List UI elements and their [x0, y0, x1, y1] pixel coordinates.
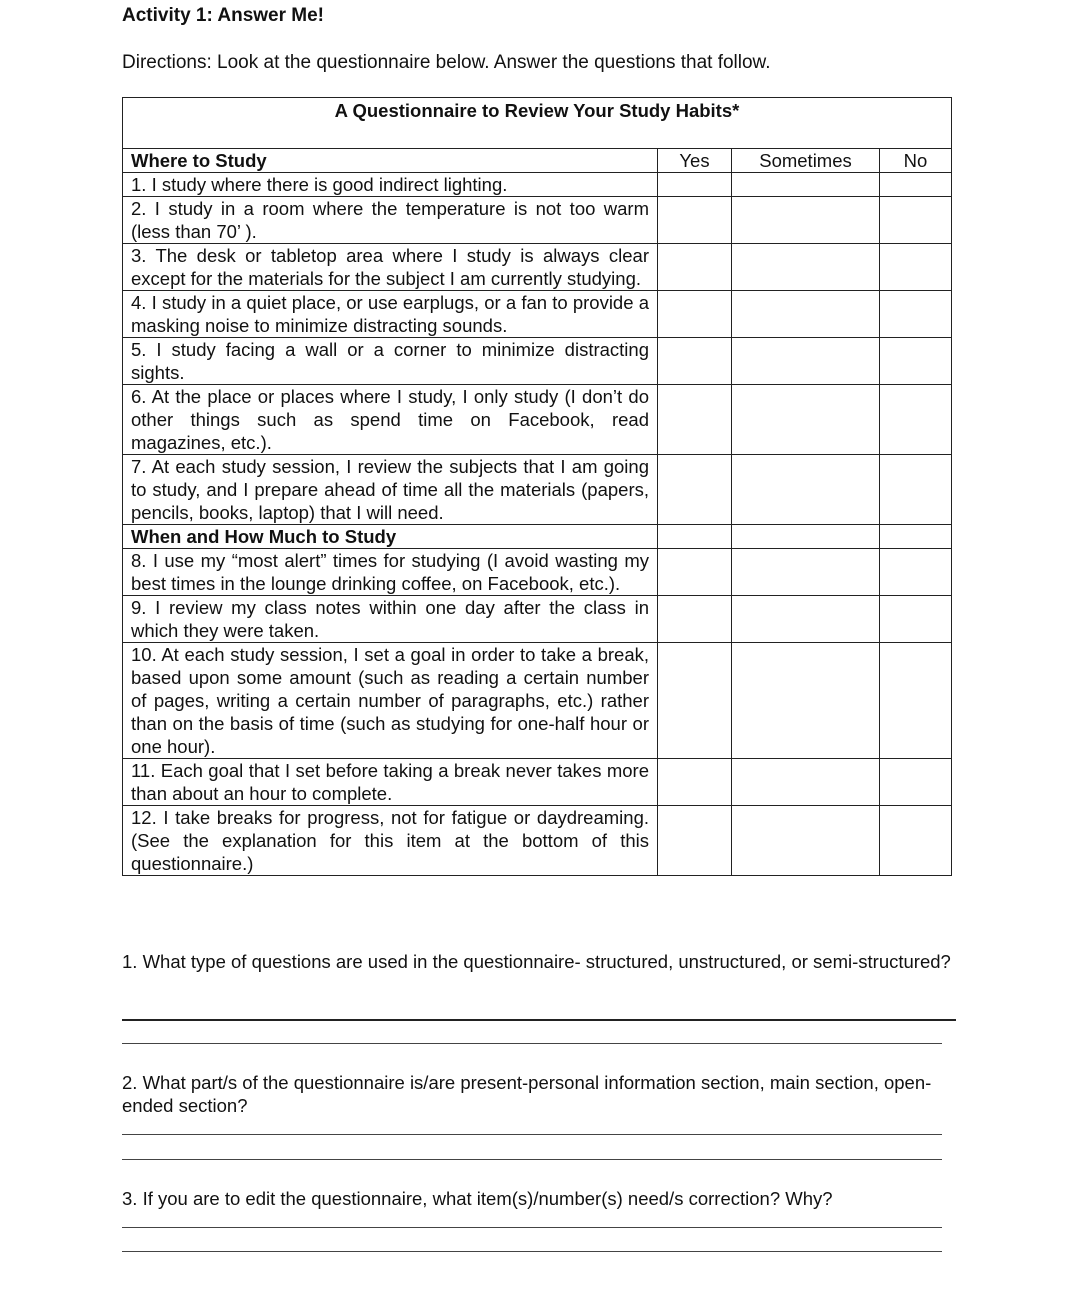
sometimes-cell[interactable]: [732, 197, 880, 244]
item-text: 10. At each study session, I set a goal in order to take a break, based upon some amount (such as reading a certain number of pages, writing a certain number of paragraphs, etc.) rather than on the basis of time (such as studying for one-half hour or one hour).: [123, 643, 658, 759]
yes-cell[interactable]: [658, 643, 732, 759]
no-cell[interactable]: [880, 244, 952, 291]
answer-line[interactable]: [122, 1019, 956, 1021]
questionnaire-caption: A Questionnaire to Review Your Study Habits*: [123, 98, 952, 149]
sometimes-cell[interactable]: [732, 385, 880, 455]
sometimes-cell[interactable]: [732, 338, 880, 385]
answer-line[interactable]: [122, 1251, 942, 1252]
no-cell[interactable]: [880, 173, 952, 197]
table-row: [123, 385, 952, 455]
table-row: [123, 197, 952, 244]
yes-cell[interactable]: [658, 549, 732, 596]
no-cell[interactable]: [880, 643, 952, 759]
item-text: 4. I study in a quiet place, or use earplugs, or a fan to provide a masking noise to minimize distracting sounds.: [123, 291, 658, 338]
yes-cell[interactable]: [658, 291, 732, 338]
questionnaire-table: [122, 97, 952, 876]
no-cell[interactable]: [880, 759, 952, 806]
no-cell[interactable]: [880, 806, 952, 876]
section-heading: Where to Study: [123, 149, 658, 173]
no-cell[interactable]: [880, 385, 952, 455]
sometimes-cell[interactable]: [732, 291, 880, 338]
column-yes-header: Yes: [658, 149, 732, 173]
yes-cell[interactable]: [658, 338, 732, 385]
no-cell[interactable]: [880, 291, 952, 338]
sometimes-cell[interactable]: [732, 244, 880, 291]
item-text: 12. I take breaks for progress, not for fatigue or daydreaming. (See the explanation for this item at the bottom of this questionnaire.): [123, 806, 658, 876]
no-cell[interactable]: [880, 549, 952, 596]
table-row: [123, 455, 952, 525]
answer-line[interactable]: [122, 1043, 942, 1044]
sometimes-cell[interactable]: [732, 596, 880, 643]
no-cell[interactable]: [880, 197, 952, 244]
item-text: 1. I study where there is good indirect lighting.: [123, 173, 658, 197]
sometimes-cell[interactable]: [732, 173, 880, 197]
table-row: [123, 549, 952, 596]
sometimes-cell[interactable]: [732, 759, 880, 806]
yes-cell[interactable]: [658, 173, 732, 197]
yes-cell[interactable]: [658, 806, 732, 876]
item-text: 6. At the place or places where I study, I only study (I don’t do other things such as spend time on Facebook, read magazines, etc.).: [123, 385, 658, 455]
sometimes-cell[interactable]: [732, 549, 880, 596]
column-sometimes-header: Sometimes: [732, 149, 880, 173]
activity-title: Activity 1: Answer Me!: [122, 5, 325, 26]
column-no-header: No: [880, 149, 952, 173]
answer-line[interactable]: [122, 1159, 942, 1160]
table-row: [123, 291, 952, 338]
question-1: 1. What type of questions are used in the questionnaire- structured, unstructured, or semi-structured?: [122, 951, 951, 972]
no-cell[interactable]: [880, 455, 952, 525]
table-row: [123, 244, 952, 291]
yes-cell[interactable]: [658, 385, 732, 455]
no-cell[interactable]: [880, 596, 952, 643]
answer-line[interactable]: [122, 1134, 942, 1135]
yes-cell[interactable]: [658, 759, 732, 806]
directions-text: Directions: Look at the questionnaire below. Answer the questions that follow.: [122, 52, 771, 73]
item-text: 3. The desk or tabletop area where I study is always clear except for the materials for the subject I am currently studying.: [123, 244, 658, 291]
table-row: [123, 596, 952, 643]
item-text: 11. Each goal that I set before taking a break never takes more than about an hour to complete.: [123, 759, 658, 806]
yes-cell[interactable]: [658, 244, 732, 291]
answer-line[interactable]: [122, 1227, 942, 1228]
item-text: 5. I study facing a wall or a corner to minimize distracting sights.: [123, 338, 658, 385]
table-row: [123, 338, 952, 385]
sometimes-cell[interactable]: [732, 455, 880, 525]
no-cell[interactable]: [880, 338, 952, 385]
sometimes-cell[interactable]: [732, 643, 880, 759]
yes-cell[interactable]: [658, 197, 732, 244]
question-3: 3. If you are to edit the questionnaire, what item(s)/number(s) need/s correction? Why?: [122, 1188, 833, 1209]
section-heading: When and How Much to Study: [123, 525, 658, 549]
section-header-row: [123, 525, 952, 549]
item-text: 7. At each study session, I review the subjects that I am going to study, and I prepare ahead of time all the materials (papers, pencils, books, laptop) that I will need.: [123, 455, 658, 525]
yes-cell[interactable]: [658, 596, 732, 643]
yes-cell[interactable]: [658, 455, 732, 525]
table-row: [123, 759, 952, 806]
item-text: 2. I study in a room where the temperature is not too warm (less than 70’ ).: [123, 197, 658, 244]
table-row: [123, 806, 952, 876]
item-text: 8. I use my “most alert” times for studying (I avoid wasting my best times in the lounge drinking coffee, on Facebook, etc.).: [123, 549, 658, 596]
table-row: [123, 173, 952, 197]
item-text: 9. I review my class notes within one day after the class in which they were taken.: [123, 596, 658, 643]
sometimes-cell[interactable]: [732, 806, 880, 876]
section-header-row: [123, 149, 952, 173]
question-2: 2. What part/s of the questionnaire is/are present-personal information section, main section, open-ended section?: [122, 1072, 932, 1116]
table-row: [123, 643, 952, 759]
